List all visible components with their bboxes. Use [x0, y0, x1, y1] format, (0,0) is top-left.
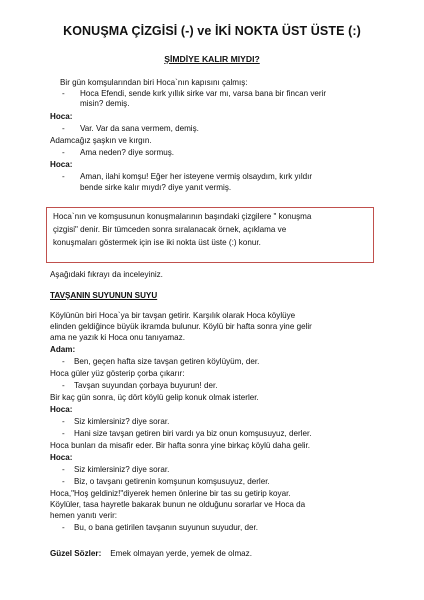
story2-line: Köylünün biri Hoca`ya bir tavşan getirir. Karşılık olarak Hoca köylüye	[50, 311, 296, 320]
story2-line: Siz kimlersiniz? diye sorar.	[74, 417, 170, 426]
story2-line: ama ne yazık ki Hoca onu tanıyamaz.	[50, 333, 185, 342]
dialogue-dash: -	[62, 417, 65, 426]
quote	[50, 549, 252, 559]
story2-line: Hoca güler yüz gösterip çorba çıkarır:	[50, 369, 185, 378]
info-box-line: çizgisi" denir. Bir tümceden sonra sıralanacak örnek, açıklama ve	[53, 225, 287, 234]
story2-line: Ben, geçen hafta size tavşan getiren köylüyüm, der.	[74, 357, 260, 366]
info-box	[46, 207, 374, 263]
story1-title: ŞİMDİYE KALIR MIYDI?	[164, 54, 260, 64]
dialogue-dash: -	[62, 357, 65, 366]
dialogue-dash: -	[62, 381, 65, 390]
dialogue-dash: -	[62, 148, 65, 157]
speaker-label: Hoca:	[50, 160, 73, 169]
story1-line: Aman, ilahi komşu! Eğer her isteyene vermiş olsaydım, kırk yıldır	[80, 172, 313, 181]
story2-line: Biz, o tavşanı getirenin komşunun komşusuyuz, derler.	[74, 477, 270, 486]
story2-title: TAVŞANIN SUYUNUN SUYU	[50, 291, 158, 300]
quote-label: Güzel Sözler:	[50, 549, 102, 558]
story2-line: hemen yanıtı verir:	[50, 511, 118, 520]
info-box-line: Hoca`nın ve komşusunun konuşmalarının başındaki çizgilere " konuşma	[53, 212, 312, 221]
quote-text: Emek olmayan yerde, yemek de olmaz.	[110, 549, 252, 558]
info-box-line: konuşmaları göstermek için ise iki nokta üst üste (:) konur.	[53, 238, 261, 247]
speaker-label: Hoca:	[50, 453, 73, 462]
instruction-text: Aşağıdaki fıkrayı da inceleyiniz.	[50, 270, 163, 279]
story2-line: Bu, o bana getirilen tavşanın suyunun suyudur, der.	[74, 523, 259, 532]
story1-line: Ama neden? diye sormuş.	[80, 148, 175, 157]
dialogue-dash: -	[62, 89, 65, 98]
dialogue-dash: -	[62, 172, 65, 181]
story1-line: bende sirke kalır mıydı? diye yanıt vermiş.	[80, 183, 232, 192]
story1-line: misin? demiş.	[80, 99, 130, 108]
story2-line: elinden geldiğince büyük ikramda bulunur. Köylü bir hafta sonra yine gelir	[50, 322, 312, 331]
story1-line: Hoca Efendi, sende kırk yıllık sirke var mı, varsa bana bir fincan verir	[80, 89, 327, 98]
story1-line: Adamcağız şaşkın ve kırgın.	[50, 136, 152, 145]
dialogue-dash: -	[62, 523, 65, 532]
dialogue-dash: -	[62, 429, 65, 438]
story2-line: Tavşan suyundan çorbaya buyurun! der.	[74, 381, 218, 390]
story2-line: Hoca bunları da misafir eder. Bir hafta sonra yine birkaç köylü daha gelir.	[50, 441, 311, 450]
page-title: KONUŞMA ÇİZGİSİ (-) ve İKİ NOKTA ÜST ÜSTE (:)	[63, 24, 361, 38]
speaker-label: Hoca:	[50, 112, 73, 121]
story1-line: Bir gün komşularından biri Hoca`nın kapısını çalmış:	[60, 78, 248, 87]
dialogue-dash: -	[62, 465, 65, 474]
dialogue-dash: -	[62, 124, 65, 133]
dialogue-dash: -	[62, 477, 65, 486]
story2-line: Köylüler, tasa hayretle bakarak bunun ne olduğunu sorarlar ve Hoca da	[50, 500, 306, 509]
speaker-label: Hoca:	[50, 405, 73, 414]
story2-line: Bir kaç gün sonra, üç dört köylü gelip konuk olmak isterler.	[50, 393, 259, 402]
story2-line: Hani size tavşan getiren biri vardı ya biz onun komşusuyuz, derler.	[74, 429, 312, 438]
story2-line: Hoca,"Hoş geldiniz!"diyerek hemen önlerine bir tas su getirip koyar.	[50, 489, 291, 498]
story1-line: Var. Var da sana vermem, demiş.	[80, 124, 199, 133]
speaker-label: Adam:	[50, 345, 76, 354]
story2-line: Siz kimlersiniz? diye sorar.	[74, 465, 170, 474]
